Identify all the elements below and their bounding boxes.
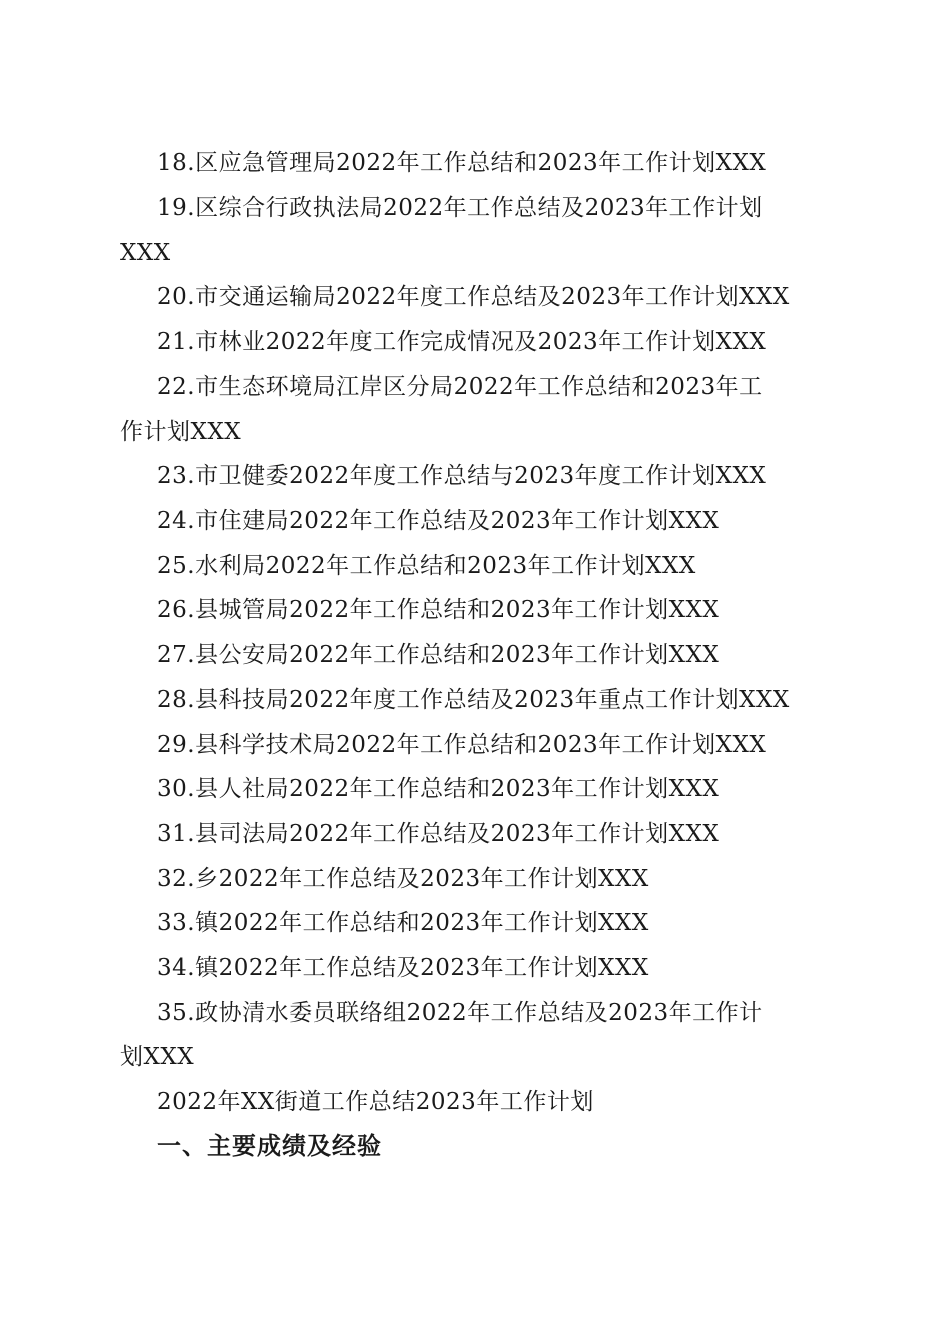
list-item-26: 26.县城管局2022年工作总结和2023年工作计划XXX: [157, 597, 720, 623]
list-item-28: 28.县科技局2022年度工作总结及2023年重点工作计划XXX: [157, 687, 790, 713]
list-item-19: 19.区综合行政执法局2022年工作总结及2023年工作计划: [157, 195, 763, 221]
list-item-31: 31.县司法局2022年工作总结及2023年工作计划XXX: [157, 821, 720, 847]
list-item-34: 34.镇2022年工作总结及2023年工作计划XXX: [157, 955, 649, 981]
list-item-20: 20.市交通运输局2022年度工作总结及2023年工作计划XXX: [157, 284, 790, 310]
list-item-27: 27.县公安局2022年工作总结和2023年工作计划XXX: [157, 642, 720, 668]
list-item-22: 22.市生态环境局江岸区分局2022年工作总结和2023年工: [157, 374, 763, 400]
list-item-21: 21.市林业2022年度工作完成情况及2023年工作计划XXX: [157, 329, 767, 355]
list-item-22-continuation: 作计划XXX: [120, 419, 242, 445]
list-item-24: 24.市住建局2022年工作总结及2023年工作计划XXX: [157, 508, 720, 534]
section-heading: 一、主要成绩及经验: [157, 1132, 382, 1160]
list-item-29: 29.县科学技术局2022年工作总结和2023年工作计划XXX: [157, 732, 767, 758]
list-item-35-continuation: 划XXX: [120, 1044, 195, 1070]
list-item-33: 33.镇2022年工作总结和2023年工作计划XXX: [157, 910, 649, 936]
list-item-23: 23.市卫健委2022年度工作总结与2023年度工作计划XXX: [157, 463, 767, 489]
list-item-25: 25.水利局2022年工作总结和2023年工作计划XXX: [157, 553, 696, 579]
document-title: 2022年XX街道工作总结2023年工作计划: [157, 1089, 594, 1115]
list-item-32: 32.乡2022年工作总结及2023年工作计划XXX: [157, 866, 649, 892]
list-item-35: 35.政协清水委员联络组2022年工作总结及2023年工作计: [157, 1000, 763, 1026]
list-item-30: 30.县人社局2022年工作总结和2023年工作计划XXX: [157, 776, 720, 802]
list-item-19-continuation: XXX: [120, 240, 171, 266]
list-item-18: 18.区应急管理局2022年工作总结和2023年工作计划XXX: [157, 150, 767, 176]
